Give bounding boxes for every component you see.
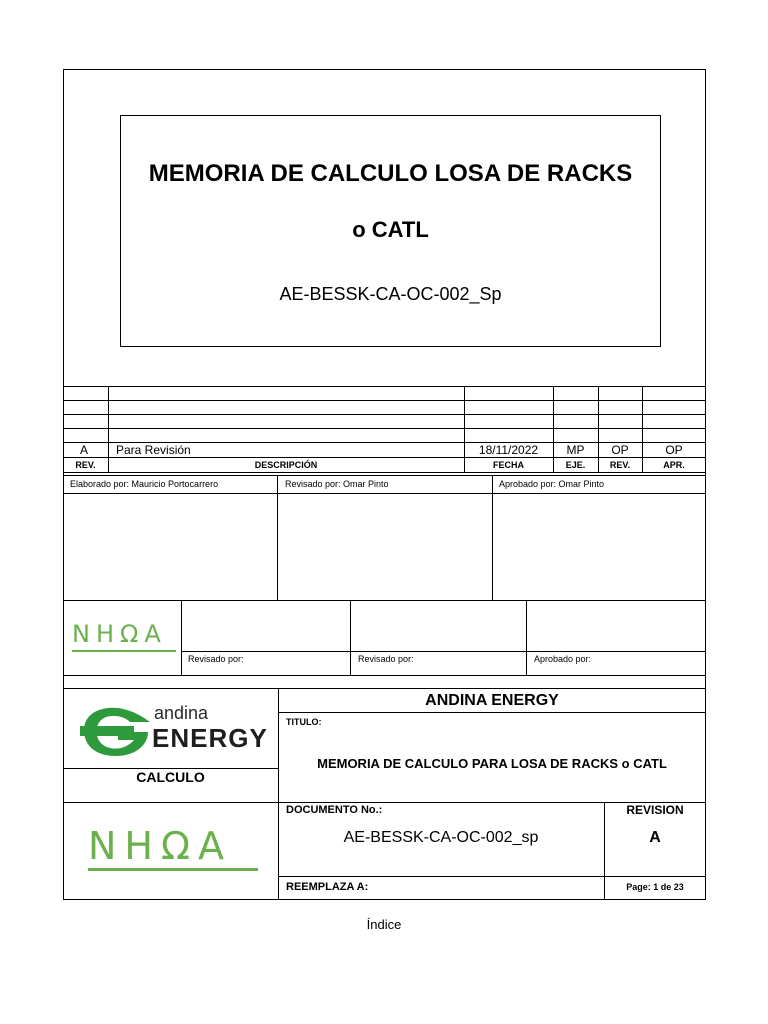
reemplaza-label: REEMPLAZA A:: [286, 881, 369, 893]
titulo-label: TITULO:: [286, 717, 322, 727]
header-eje: EJE.: [565, 460, 586, 470]
revision-label: REVISION: [626, 803, 684, 817]
cover-title-line2: o CATL: [352, 217, 429, 242]
revision-apr: OP: [665, 443, 683, 457]
revision-date: 18/11/2022: [478, 443, 539, 457]
header-date: FECHA: [493, 460, 524, 470]
revision-value: A: [649, 829, 661, 846]
documento-value: AE-BESSK-CA-OC-002_sp: [343, 829, 539, 846]
aprobado-por: Aprobado por: Omar Pinto: [499, 479, 605, 489]
cover-document-code: AE-BESSK-CA-OC-002_Sp: [279, 284, 502, 304]
revision-description: Para Revisión: [116, 443, 191, 457]
header-description: DESCRIPCIÓN: [254, 460, 318, 470]
page-number: Page: 1 de 23: [626, 882, 684, 892]
nhoa-logo-small: NHΩA: [72, 620, 167, 648]
header-rev-by: REV.: [609, 460, 631, 470]
calculo-label: CALCULO: [136, 769, 205, 785]
client-revisado-2: Revisado por:: [358, 654, 414, 664]
revision-eje: MP: [566, 443, 585, 457]
header-rev: REV.: [75, 460, 96, 470]
revisado-por: Revisado por: Omar Pinto: [285, 479, 389, 489]
revision-rev: OP: [611, 443, 629, 457]
andina-logo-line2: ENERGY: [152, 723, 268, 753]
client-revisado-1: Revisado por:: [188, 654, 244, 664]
cover-title-line1: MEMORIA DE CALCULO LOSA DE RACKS: [148, 160, 633, 187]
nhoa-logo-large: NHΩA: [88, 824, 233, 868]
titulo-value: MEMORIA DE CALCULO PARA LOSA DE RACKS o CATL: [317, 756, 667, 771]
revision-code: A: [80, 443, 89, 457]
indice-heading: Índice: [366, 917, 402, 932]
header-apr: APR.: [663, 460, 685, 470]
andina-logo-line1: andina: [154, 703, 209, 723]
elaborado-por: Elaborado por: Mauricio Portocarrero: [70, 479, 219, 489]
nhoa-logo-underline: [72, 650, 176, 652]
andina-leaf-icon: [78, 704, 154, 756]
nhoa-logo-large-underline: [88, 868, 258, 871]
documento-label: DOCUMENTO No.:: [286, 804, 383, 816]
client-aprobado: Aprobado por:: [534, 654, 592, 664]
company-name: ANDINA ENERGY: [425, 692, 559, 709]
